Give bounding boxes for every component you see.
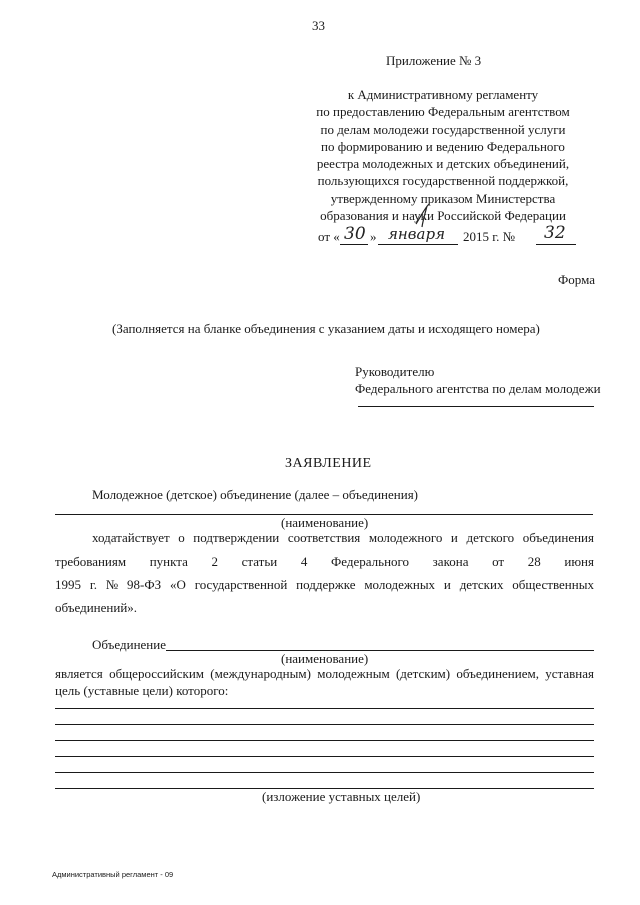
goals-line-1 [55, 708, 594, 709]
word: подтверждении [193, 530, 280, 545]
word: детских [459, 577, 504, 592]
para1-last-line: объединений». [55, 600, 138, 615]
page-number: 33 [312, 18, 325, 33]
word: молодежных [364, 577, 436, 592]
word: «О [169, 577, 186, 592]
footer-label: Административный регламент - 09 [52, 870, 174, 879]
caption-name-2: (наименование) [281, 651, 369, 666]
word: молодежным [317, 666, 390, 681]
goals-line-4 [55, 756, 594, 757]
form-label: Форма [558, 272, 595, 287]
signature-mark [411, 200, 441, 230]
word: о [178, 530, 185, 545]
word: Федерального [331, 554, 410, 569]
word: и [443, 577, 451, 592]
appendix-line: пользующихся государственной поддержкой, [317, 173, 569, 189]
appendix-line: по предоставлению Федеральным агентством [316, 104, 570, 120]
word: объединением, [456, 666, 539, 681]
word: (детским) [395, 666, 451, 681]
name-field-line-2 [166, 650, 594, 651]
addressee-line-2: Федерального агентства по делам молодежи [355, 381, 601, 396]
doc-title: ЗАЯВЛЕНИЕ [285, 456, 372, 471]
word: 28 [527, 554, 541, 569]
goals-line-3 [55, 740, 594, 741]
word: пункта [149, 554, 188, 569]
word: требованиям [55, 554, 127, 569]
date-mid: » [370, 229, 377, 244]
word: и [450, 530, 458, 545]
fill-note: (Заполняется на бланке объединения с указанием даты и исходящего номера) [112, 321, 540, 336]
word: статьи [241, 554, 278, 569]
para2-last-line: цель (уставные цели) которого: [55, 683, 229, 698]
para1-intro: Молодежное (детское) объединение (далее – объединения) [92, 487, 418, 502]
goals-line-5 [55, 772, 594, 773]
word: общероссийским [109, 666, 205, 681]
appendix-line: к Административному регламенту [347, 87, 539, 102]
handwritten-number: 32 [544, 223, 566, 243]
appendix-line: по делам молодежи государственной услуги [320, 121, 566, 137]
word: 1995 [55, 577, 81, 592]
addressee-signature-line [358, 406, 594, 407]
word: (международным) [210, 666, 311, 681]
word: закона [432, 554, 469, 569]
word: от [492, 554, 505, 569]
appendix-block [270, 86, 616, 224]
word: молодежного [368, 530, 443, 545]
word: поддержке [296, 577, 356, 592]
goals-line-2 [55, 724, 594, 725]
word: 98-ФЗ [127, 577, 162, 592]
word: общественных [512, 577, 594, 592]
addressee-line-1: Руководителю [355, 364, 435, 379]
word: июня [564, 554, 594, 569]
word: ходатайствует [92, 530, 170, 545]
word: № [105, 577, 119, 592]
word: является [55, 666, 103, 681]
caption-goals: (изложение уставных целей) [262, 789, 421, 804]
word: г. [89, 577, 97, 592]
handwritten-day: 30 [344, 224, 366, 244]
appendix-line: образования и науки Российской Федерации [320, 208, 566, 224]
date-prefix: от « [318, 229, 340, 244]
para2-line-1 [55, 666, 594, 682]
word: соответствия [287, 530, 361, 545]
word: государственной [194, 577, 288, 592]
word: уставная [545, 666, 594, 681]
caption-name-1: (наименование) [281, 515, 369, 530]
handwritten-month: января [388, 225, 446, 243]
appendix-line: по формированию и ведению Федерального [321, 138, 565, 154]
word: объединения [522, 530, 594, 545]
appendix-title: Приложение № 3 [386, 53, 482, 68]
appendix-line: утвержденному приказом Министерства [330, 190, 556, 206]
word: детского [466, 530, 515, 545]
word: 4 [300, 554, 308, 569]
para1-line-2 [55, 554, 594, 570]
para1-line-1 [92, 530, 594, 546]
word: 2 [211, 554, 219, 569]
para1-line-3 [55, 577, 594, 593]
appendix-line: реестра молодежных и детских объединений, [316, 156, 570, 172]
para2-label: Объединение [92, 637, 166, 652]
approval-date-line [318, 224, 578, 246]
date-year: 2015 г. № [463, 229, 516, 244]
